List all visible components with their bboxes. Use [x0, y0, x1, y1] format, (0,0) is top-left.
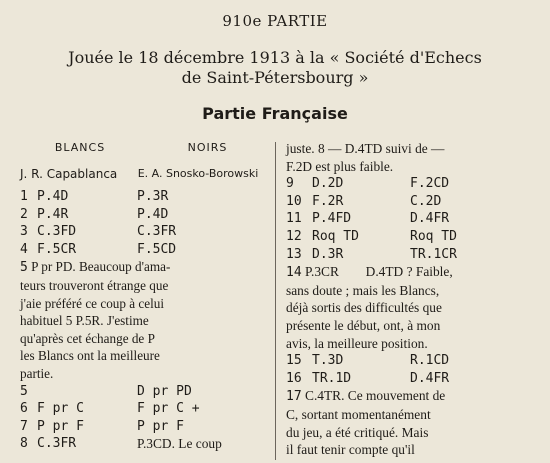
black-move: F.2CD	[410, 176, 450, 192]
white-move: P.4D	[37, 189, 69, 204]
black-move: C.2D	[410, 193, 442, 209]
note-line: P.3CR D.4TD ? Faible,	[305, 264, 453, 280]
note-line: qu'après cet échange de P	[20, 330, 155, 346]
move-number: 5	[20, 383, 28, 399]
note-line: sans doute ; mais les Blancs,	[286, 282, 440, 298]
black-move: P.3R	[137, 189, 169, 204]
white-move: F.5CR	[37, 241, 77, 257]
white-move: F.2R	[312, 193, 344, 209]
black-move: F pr C +	[137, 401, 200, 417]
opening-name: Partie Française	[202, 104, 348, 123]
game-intro	[0, 48, 550, 88]
white-move: P.4FD	[312, 211, 352, 227]
move-row	[20, 383, 275, 401]
black-move: R.1CD	[410, 353, 450, 369]
move-number: 15	[286, 353, 302, 369]
move-row	[286, 246, 548, 264]
move-row	[20, 435, 275, 453]
note-move-number: 17	[286, 389, 302, 405]
move-number: 12	[286, 228, 302, 244]
white-move: Roq TD	[312, 228, 359, 244]
moves-list	[20, 188, 275, 453]
move-row	[20, 223, 275, 241]
white-move: D.2D	[312, 176, 344, 192]
white-move: C.3FR	[37, 436, 77, 452]
intro-line-2: de Saint-Pétersbourg »	[181, 68, 369, 87]
black-label: NOIRS	[187, 141, 228, 154]
white-move: C.3FD	[37, 224, 77, 240]
player-names	[20, 165, 275, 183]
annotation-move-5	[20, 258, 275, 382]
black-move: P.4D	[137, 206, 169, 222]
move-number: 6	[20, 401, 28, 417]
black-move: D pr PD	[137, 383, 192, 399]
note-line: présente le début, ont, à mon	[286, 317, 441, 333]
move-number: 3	[20, 224, 28, 240]
move-row	[286, 210, 548, 228]
move-number: 7	[20, 418, 28, 434]
right-column	[286, 140, 548, 459]
left-column	[20, 140, 275, 453]
move-row	[286, 193, 548, 211]
annotation-move-17	[286, 387, 548, 458]
black-move: D.4FR	[410, 211, 450, 227]
move-number: 10	[286, 193, 302, 209]
move-row	[20, 206, 275, 224]
note-line: C, sortant momentanément	[286, 406, 431, 422]
move-number: 11	[286, 211, 302, 227]
black-move: C.3FR	[137, 224, 177, 240]
note-line: partie.	[20, 365, 54, 381]
move-row	[20, 188, 275, 206]
annotation-continued	[286, 140, 548, 175]
black-move: TR.1CR	[410, 246, 457, 262]
white-move	[37, 383, 137, 401]
move-number: 9	[286, 176, 294, 192]
note-line: P pr PD. Beaucoup d'ama-	[31, 259, 171, 275]
move-row	[286, 175, 548, 193]
white-player: J. R. Capablanca	[20, 167, 118, 181]
black-move: P pr F	[137, 418, 184, 434]
white-move: F pr C	[37, 401, 84, 417]
black-move: Roq TD	[410, 228, 457, 244]
note-line: j'aie préféré ce coup à celui	[20, 295, 165, 311]
black-move: F.5CD	[137, 241, 177, 257]
note-line: juste. 8 — D.4TD suivi de —	[286, 141, 445, 156]
black-move: D.4FR	[410, 370, 450, 386]
move-number: 16	[286, 370, 302, 386]
column-headers	[20, 140, 275, 156]
white-move: T.3D	[312, 353, 344, 369]
note-line: il faut tenir compte qu'il	[286, 442, 415, 458]
move-number: 2	[20, 206, 28, 222]
note-line: déjà sortis des difficultés que	[286, 300, 442, 316]
note-line: teurs trouveront étrange que	[20, 277, 169, 293]
note-line: les Blancs ont la meilleure	[20, 348, 160, 364]
move-number: 13	[286, 246, 302, 262]
note-move-number: 14	[286, 265, 302, 281]
white-move: P.4R	[37, 206, 69, 222]
white-label: BLANCS	[54, 141, 106, 154]
move-number: 8	[20, 436, 28, 452]
column-divider	[275, 142, 276, 460]
annotation-move-14	[286, 263, 548, 352]
note-line: habituel 5 P.5R. J'estime	[20, 313, 149, 329]
intro-line-1: Jouée le 18 décembre 1913 à la « Société d'Echecs	[68, 48, 482, 67]
white-move: D.3R	[312, 246, 344, 262]
move-number: 4	[20, 241, 28, 257]
game-number-title: 910e PARTIE	[222, 12, 328, 30]
note-move-number: 5	[20, 260, 28, 276]
note-line: avis, la meilleure position.	[286, 335, 428, 351]
move-row	[20, 400, 275, 418]
move-number: 1	[20, 189, 28, 204]
move-row	[286, 228, 548, 246]
white-move: P pr F	[37, 418, 84, 434]
move-row	[286, 370, 548, 388]
move-row	[286, 352, 548, 370]
black-player: E. A. Snosko-Borowski	[137, 167, 259, 180]
note-line: du jeu, a été critiqué. Mais	[286, 424, 429, 440]
note-line: C.4TR. Ce mouvement de	[305, 388, 446, 404]
white-move: TR.1D	[312, 370, 352, 386]
note-line: F.2D est plus faible.	[286, 158, 394, 174]
move-row	[20, 418, 275, 436]
black-move: P.3CD. Le coup	[137, 436, 222, 452]
move-row	[20, 241, 275, 259]
